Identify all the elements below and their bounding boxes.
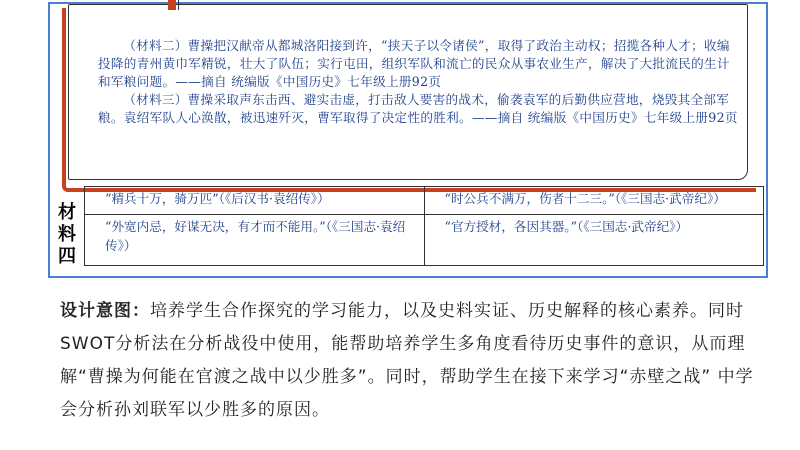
- card-tab-decoration: [168, 0, 176, 10]
- material-3-text: （材料三）曹操采取声东击西、避实击虚，打击敌人要害的战术，偷袭袁军的后勤供应营地，烧毁其全部军粮。袁绍军队人心涣散，被迅速歼灭，曹军取得了决定性的胜利。——摘自 统编版《中国历史》七年级上册92页: [98, 92, 738, 125]
- table-cell: “官方授材，各因其器。”（《三国志·武帝纪》）: [424, 215, 764, 266]
- table-row: [85, 215, 764, 266]
- material-2-text: （材料二）曹操把汉献帝从都城洛阳接到许，“挟天子以令诸侯”，取得了政治主动权；招揽各种人才；收编投降的青州黄巾军精锐，壮大了队伍；实行屯田，组织军队和流亡的民众从事农业生产，解决了大批流民的生计和军粮问题。——摘自 统编版《中国历史》七年级上册92页: [98, 38, 730, 89]
- card-tab-line: [178, 0, 183, 10]
- material-4-label-text: 材料四: [57, 202, 76, 267]
- design-intent-lead: 设计意图：: [60, 301, 150, 321]
- table-cell: “时公兵不满万，伤者十二三。”（《三国志·武帝纪》）: [424, 187, 764, 215]
- design-intent-paragraph: [60, 295, 760, 427]
- material-card-text: [98, 37, 738, 127]
- material-4-table: [84, 186, 764, 266]
- table-cell: “精兵十万，骑万匹”（《后汉书·袁绍传》）: [85, 187, 425, 215]
- material-4-label: [52, 202, 82, 268]
- table-row: [85, 187, 764, 215]
- design-intent-text: 培养学生合作探究的学习能力，以及史料实证、历史解释的核心素养。同时SWOT分析法在分析战役中使用，能帮助培养学生多角度看待历史事件的意识，从而理解“曹操为何能在官渡之战中以少胜多”。同时，帮助学生在接下来学习“赤壁之战” 中学会分析孙刘联军以少胜多的原因。: [60, 301, 754, 420]
- table-cell: “外宽内忌，好谋无决，有才而不能用。”（《三国志·袁绍传》）: [85, 215, 425, 266]
